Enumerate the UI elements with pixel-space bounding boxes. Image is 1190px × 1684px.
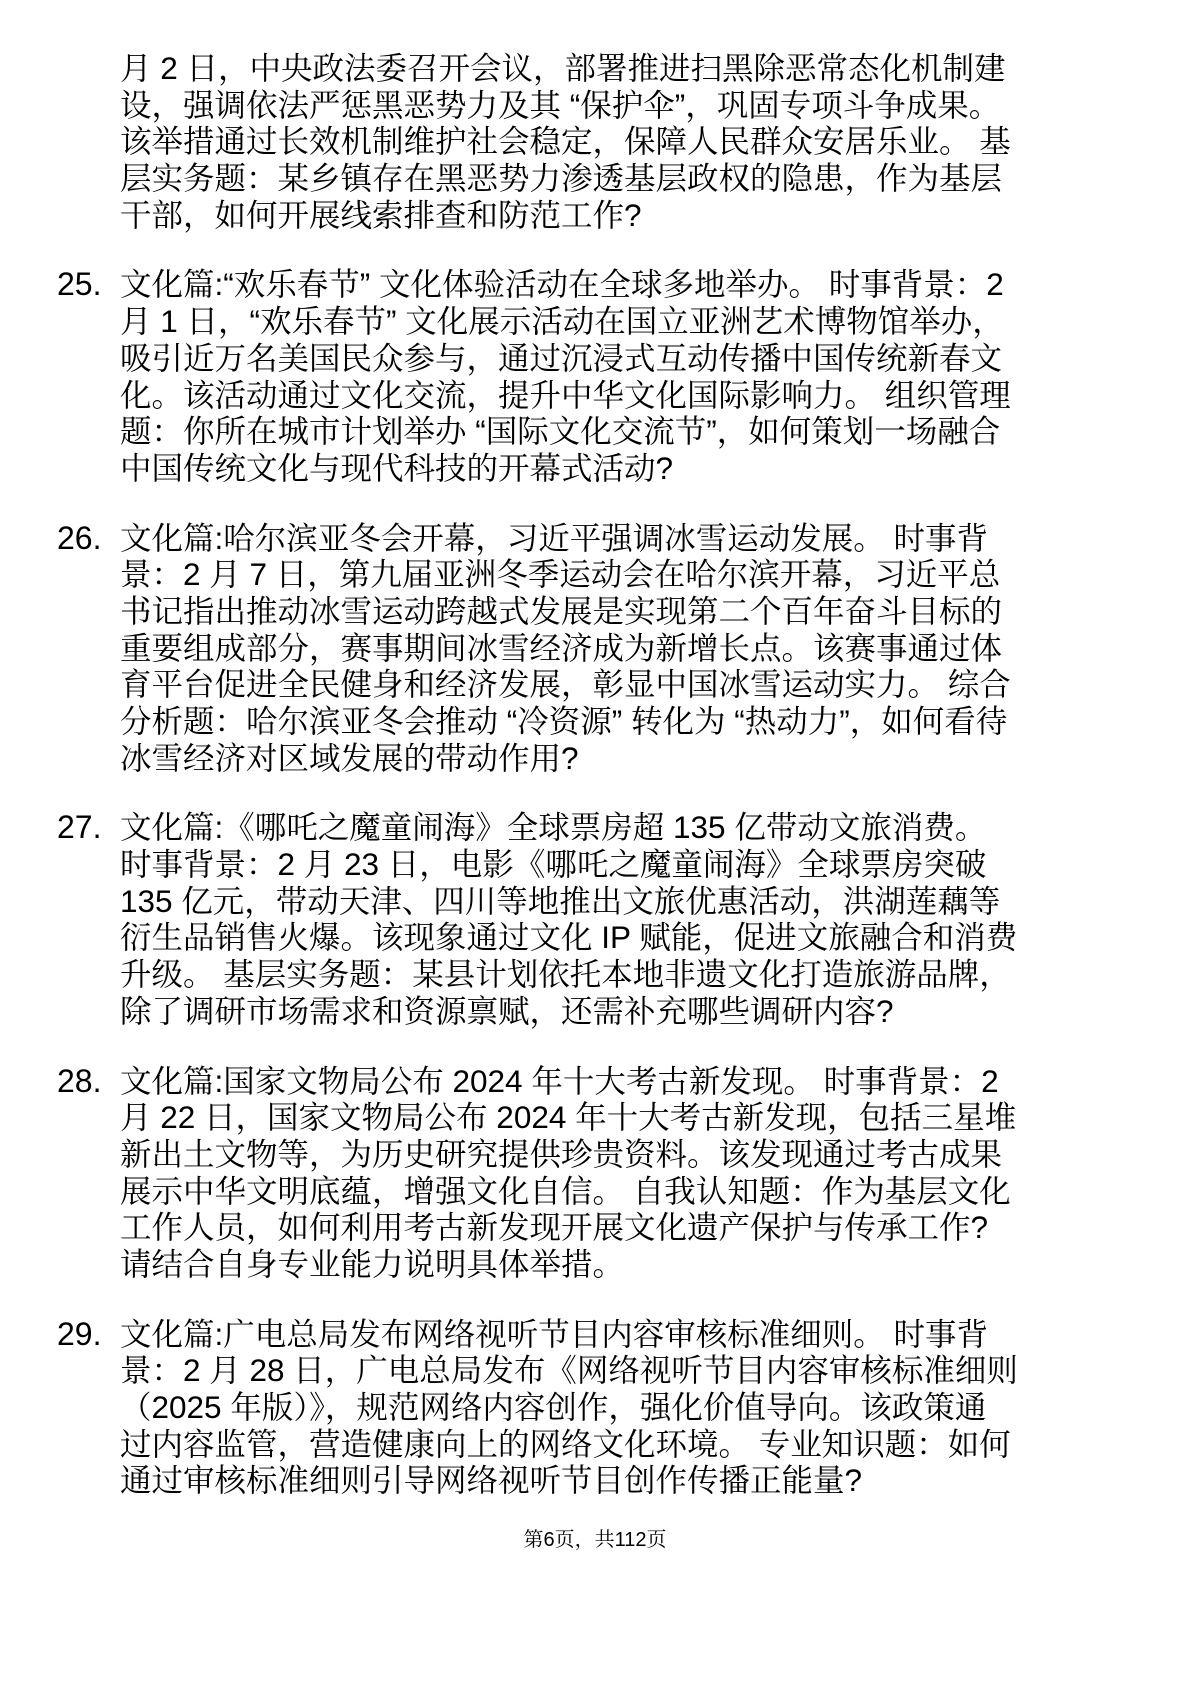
text-line: 吸引近万名美国民众参与，通过沉浸式互动传播中国传统新春文 [120,339,1003,376]
text-line: 重要组成部分，赛事期间冰雪经济成为新增长点。该赛事通过体 [120,629,1003,666]
text-line: 文化篇:广电总局发布网络视听节目内容审核标准细则。 时事背 [120,1315,989,1352]
paragraph-text [120,1316,1117,1499]
text-line: 新出土文物等，为历史研究提供珍贵资料。该发现通过考古成果 [120,1135,1003,1172]
text-line: 衍生品销售火爆。该现象通过文化 IP 赋能，促进文旅融合和消费 [120,919,1018,956]
paragraph-text [120,809,1117,1029]
text-line: 题：你所在城市计划举办 “国际文化交流节”，如何策划一场融合 [120,413,1001,450]
text-line: 展示中华文明底蕴，增强文化自信。 自我认知题：作为基层文化 [120,1172,1011,1209]
text-line: 过内容监管，营造健康向上的网络文化环境。 专业知识题：如何 [120,1425,1011,1462]
paragraph-text [120,1063,1117,1283]
text-line: 冰雪经济对区域发展的带动作用? [120,739,579,776]
text-line: 月 22 日，国家文物局公布 2024 年十大考古新发现，包括三星堆 [120,1099,1017,1136]
text-line: 景：2 月 28 日，广电总局发布《网络视听节目内容审核标准细则 [120,1352,1018,1389]
paragraph-text [120,50,1117,233]
text-line: 文化篇:“欢乐春节” 文化体验活动在全球多地举办。 时事背景：2 [120,266,1004,303]
text-line: 该举措通过长效机制维护社会稳定，保障人民群众安居乐业。 基 [120,123,1011,160]
list-item-27 [57,809,1117,1029]
text-line: 升级。 基层实务题：某县计划依托本地非遗文化打造旅游品牌， [120,956,1011,993]
item-number: 27. [57,809,102,846]
text-line: 文化篇:《哪吒之魔童闹海》全球票房超 135 亿带动文旅消费。 [120,809,987,846]
text-line: 景：2 月 7 日，第九届亚洲冬季运动会在哈尔滨开幕，习近平总 [120,556,1001,593]
item-number-empty [57,50,120,87]
text-line: 分析题：哈尔滨亚冬会推动 “冷资源” 转化为 “热动力”，如何看待 [120,703,1008,739]
continuation-paragraph [57,50,1117,233]
text-line: 干部，如何开展线索排查和防范工作? [120,196,642,233]
item-number: 28. [57,1062,102,1099]
text-line: 设，强调依法严惩黑恶势力及其 “保护伞”，巩固专项斗争成果。 [120,86,1001,123]
text-line: 月 1 日，“欢乐春节” 文化展示活动在国立亚洲艺术博物馆举办， [120,303,1004,340]
text-line: （2025 年版）》，规范网络内容创作，强化价值导向。该政策通 [120,1389,987,1425]
text-line: 135 亿元，带动天津、四川等地推出文旅优惠活动，洪湖莲藕等 [120,882,1001,919]
item-number: 25. [57,266,102,303]
page-footer: 第6页，共112页 [523,1529,667,1551]
paragraph-text [120,266,1117,486]
text-line: 工作人员，如何利用考古新发现开展文化遗产保护与传承工作? [120,1209,989,1246]
page-content [57,50,1117,1532]
text-line: 化。该活动通过文化交流，提升中华文化国际影响力。 组织管理 [120,376,1011,413]
list-item-25 [57,266,1117,486]
text-line: 文化篇:哈尔滨亚冬会开幕，习近平强调冰雪运动发展。 时事背 [120,519,989,556]
list-item-28 [57,1063,1117,1283]
item-number: 29. [57,1315,102,1352]
text-line: 时事背景：2 月 23 日，电影《哪吒之魔童闹海》全球票房突破 [120,846,987,883]
text-line: 中国传统文化与现代科技的开幕式活动? [120,449,674,486]
text-line: 育平台促进全民健身和经济发展，彰显中国冰雪运动实力。 综合 [120,666,1011,703]
text-line: 除了调研市场需求和资源禀赋，还需补充哪些调研内容? [120,992,894,1029]
list-item-26 [57,520,1117,777]
item-number: 26. [57,519,102,556]
text-line: 通过审核标准细则引导网络视听节目创作传播正能量? [120,1462,863,1499]
text-line: 书记指出推动冰雪运动跨越式发展是实现第二个百年奋斗目标的 [120,592,1003,629]
text-line: 文化篇:国家文物局公布 2024 年十大考古新发现。 时事背景：2 [120,1062,999,1099]
list-item-29 [57,1316,1117,1499]
text-line: 层实务题：某乡镇存在黑恶势力渗透基层政权的隐患，作为基层 [120,160,1003,197]
text-line: 月 2 日，中央政法委召开会议，部署推进扫黑除恶常态化机制建 [120,50,1006,86]
paragraph-text [120,520,1117,777]
text-line: 请结合自身专业能力说明具体举措。 [120,1245,625,1282]
